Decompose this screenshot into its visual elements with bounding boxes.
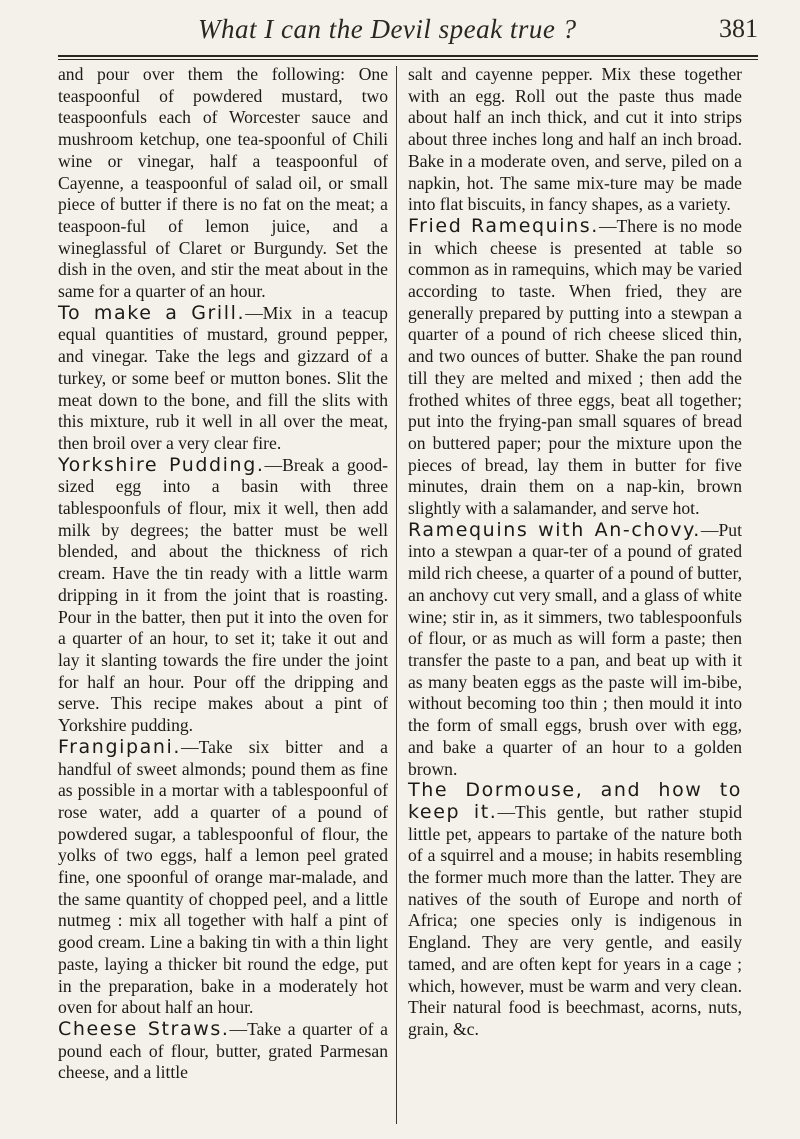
recipe-heading: Ramequins with An-chovy. (408, 518, 701, 541)
article-dormouse (408, 780, 742, 1040)
recipe-text: —Break a good-sized egg into a basin with three tablespoonfuls of flour, mix it well, then add milk by degrees; the batter must be well blended, and about the thickness of rich cream. Have the tin ready with a little warm dripping in it from the joint that is roasting. Pour in the batter, then put it into the oven for a quarter of an hour, to set it; take it out and lay it slanting towards the fire under the joint for half an hour. Pour off the dripping and serve. This recipe makes about a pint of Yorkshire pudding. (58, 454, 388, 736)
recipe-frangipani (58, 737, 388, 1019)
paragraph-intro-left (58, 64, 388, 303)
recipe-heading: Frangipani. (58, 735, 182, 758)
recipe-text: —There is no mode in which cheese is presented at table so common as in ramequins, which may be varied according to taste. When fried, they are generally prepared by putting into a stewpan a quarter of a pound of rich cheese sliced thin, and two ounces of butter. Shake the pan round till they are melted and mixed ; then add the frothed whites of three eggs, beat all together; put into the frying-pan small squares of bread on buttered paper; pour the mixture upon the pieces of bread, lay them in butter for five minutes, drain them on a nap-kin, brown slightly with a salamander, and serve hot. (408, 215, 742, 519)
paragraph-text: salt and cayenne pepper. Mix these together with an egg. Roll out the paste thus made about half an inch thick, and cut it into strips about three inches long and half an inch broad. Bake in a moderate oven, and serve, piled on a napkin, hot. The same mix-ture may be made into flat biscuits, in fancy shapes, as a variety. (408, 64, 742, 215)
article-heading: The Dormouse, and how to keep it. (408, 779, 742, 823)
recipe-heading: To make a Grill. (58, 301, 246, 324)
header-rule-thin (58, 59, 758, 60)
paragraph-text: and pour over them the following: One teaspoonful of powdered mustard, two teaspoonfuls each of Worcester sauce and mushroom ketchup, one tea-spoonful of Chili wine or vinegar, half a teaspoonful of Cayenne, a teaspoonful of salad oil, or small piece of butter if there is no fat on the meat; a teaspoon-ful of lemon juice, and a wineglassful of Claret or Burgundy. Set the dish in the oven, and stir the meat about in the same for a quarter of an hour. (58, 64, 388, 302)
recipe-text: —Take a quarter of a pound each of flour, butter, grated Parmesan cheese, and a little (58, 1018, 388, 1083)
recipe-heading: Yorkshire Pudding. (58, 453, 265, 476)
left-column (58, 64, 388, 1084)
recipe-text: —Put into a stewpan a quar-ter of a pound of grated mild rich cheese, a quarter of a pound of butter, an anchovy cut very small, and a glass of white wine; stir in, as it simmers, two tablespoonfuls of flour, or as much as will form a paste; then transfer the paste to a pan, and beat up with it as many beaten eggs as the paste will im-bibe, without becoming too thin ; then mould it into the form of small eggs, brush over with egg, and bake a quarter of an hour to a golden brown. (408, 519, 742, 779)
running-title: What I can the Devil speak true ? (198, 14, 577, 44)
recipe-text: —Mix in a teacup equal quantities of mustard, ground pepper, and vinegar. Take the legs and gizzard of a turkey, or some beef or mutton bones. Slit the meat down to the bone, and fill the slits with this mixture, rub it well in all over the meat, then broil over a very clear fire. (58, 302, 388, 453)
recipe-heading: Fried Ramequins. (408, 214, 599, 237)
page-header (58, 12, 758, 52)
recipe-yorkshire-pudding (58, 455, 388, 737)
book-page (58, 0, 758, 1139)
column-divider (396, 66, 397, 1124)
article-text: —This gentle, but rather stupid little pet, appears to partake of the nature both of a squirrel and a mouse; in habits resembling the former much more than the latter. They are natives of the south of Europe and north of Africa; one species only is indigenous in England. They are very gentle, and easily tamed, and are often kept for years in a cage ; which, however, must be warm and very clean. Their natural food is beechmast, acorns, nuts, grain, &c. (408, 801, 743, 1039)
header-rule (58, 55, 758, 57)
recipe-fried-ramequins (408, 216, 742, 520)
recipe-text: —Take six bitter and a handful of sweet almonds; pound them as fine as possible in a mortar with a tablespoonful of rose water, add a quarter of a pound of powdered sugar, a tablespoonful of flour, the yolks of two eggs, half a lemon peel grated fine, one spoonful of orange mar-malade, and the same quantity of chopped peel, and a little nutmeg : mix all together with half a pint of good cream. Line a baking tin with a thin light paste, laying a thicker bit round the edge, put in the preparation, bake in a moderately hot oven for about half an hour. (58, 736, 388, 1018)
recipe-grill (58, 303, 388, 455)
recipe-cheese-straws (58, 1019, 388, 1084)
recipe-ramequins-anchovy (408, 520, 742, 780)
right-column (408, 64, 742, 1041)
page-number: 381 (719, 14, 758, 43)
recipe-heading: Cheese Straws. (58, 1017, 230, 1040)
paragraph-intro-right (408, 64, 742, 216)
